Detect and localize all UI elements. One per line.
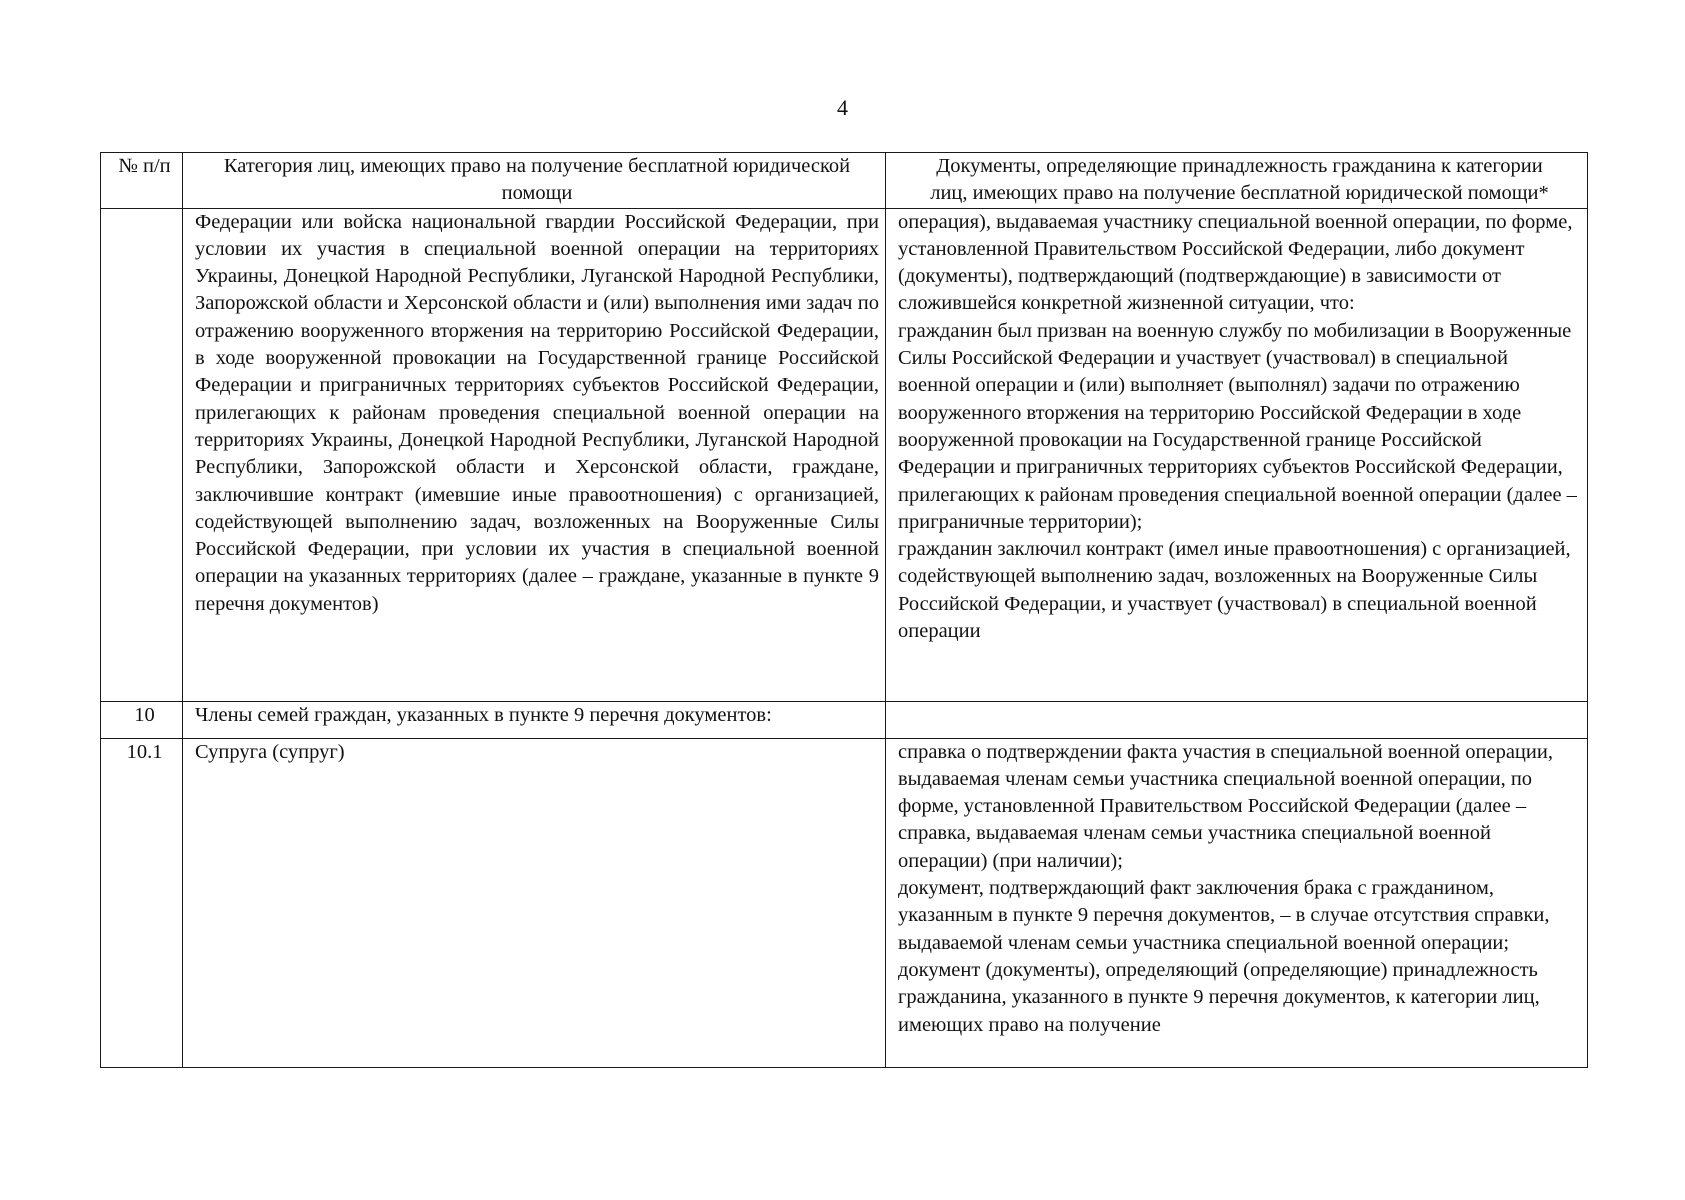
row-category: Федерации или войска национальной гвардии Российской Федерации, при условии их участия в специальной военной операции на территориях Украины, Донецкой Народной Республики, Луганской Народной Республики, Запорожской области и Херсонской области и (или) выполнения ими задач по отражению вооруженного вторжения на территорию Российской Федерации, в ходе вооруженной провокации на Государственной границе Российской Федерации и приграничных территориях субъектов Российской Федерации, прилегающих к районам проведения специальной военной операции на территориях Украины, Донецкой Народной Республики, Луганской Народной Республики, Запорожской области и Херсонской области, граждане, заключившие контракт (имевшие иные правоотношения) с организацией, содействующей выполнению задач, возложенных на Вооруженные Силы Российской Федерации, при условии их участия в специальной военной операции на указанных территориях (далее – граждане, указанные в пункте 9 перечня документов) <box>183 208 886 701</box>
document-paragraph: операция), выдаваемая участнику специальной военной операции, по форме, установленной Правительством Российской Федерации, либо документ (документы), подтверждающий (подтверждающие) в зависимости от сложившейся конкретной жизненной ситуации, что: <box>898 210 1573 315</box>
row-number: 10 <box>101 701 183 738</box>
row-number: 10.1 <box>101 738 183 1067</box>
header-documents-text: Документы, определяющие принадлежность гражданина к категории лиц, имеющих право на получение бесплатной юридической помощи* <box>930 155 1549 205</box>
document-paragraph: документ (документы), определяющий (определяющие) принадлежность гражданина, указанного в пункте 9 перечня документов, к категории лиц, имеющих право на получение <box>898 958 1540 1036</box>
row-category: Члены семей граждан, указанных в пункте 9 перечня документов: <box>183 701 886 738</box>
document-paragraph: гражданин был призван на военную службу по мобилизации в Вооруженные Силы Российской Федерации и участвует (участвовал) в специальной военной операции и (или) выполняет (выполнял) задачи по отражению вооруженного вторжения на территорию Российской Федерации в ходе вооруженной провокации на Государственной границе Российской Федерации и приграничных территориях субъектов Российской Федерации, прилегающих к районам проведения специальной военной операции (далее – приграничные территории); <box>898 319 1577 533</box>
page-number: 4 <box>837 95 848 120</box>
row-documents <box>886 738 1588 1067</box>
row-number <box>101 208 183 701</box>
document-paragraph: справка о подтверждении факта участия в специальной военной операции, выдаваемая членам семьи участника специальной военной операции, по форме, установленной Правительством Российской Федерации (далее – справка, выдаваемая членам семьи участника специальной военной операции) (при наличии); <box>898 740 1553 872</box>
table-row <box>101 738 1588 1067</box>
legal-aid-table <box>100 152 1588 1068</box>
document-paragraph: документ, подтверждающий факт заключения брака с гражданином, указанным в пункте 9 перечня документов, – в случае отсутствия справки, выдаваемой членам семьи участника специальной военной операции; <box>898 877 1550 954</box>
table-row <box>101 701 1588 738</box>
table-row <box>101 208 1588 701</box>
row-category: Супруга (супруг) <box>183 738 886 1067</box>
row-documents <box>886 701 1588 738</box>
header-category: Категория лиц, имеющих право на получение бесплатной юридической помощи <box>183 153 886 209</box>
header-documents <box>886 153 1588 209</box>
row-documents <box>886 208 1588 701</box>
table-header-row <box>101 153 1588 209</box>
document-paragraph: гражданин заключил контракт (имел иные правоотношения) с организацией, содействующей выполнению задач, возложенных на Вооруженные Силы Российской Федерации, и участвует (участвовал) в специальной военной операции <box>898 538 1571 643</box>
header-number: № п/п <box>101 153 183 209</box>
